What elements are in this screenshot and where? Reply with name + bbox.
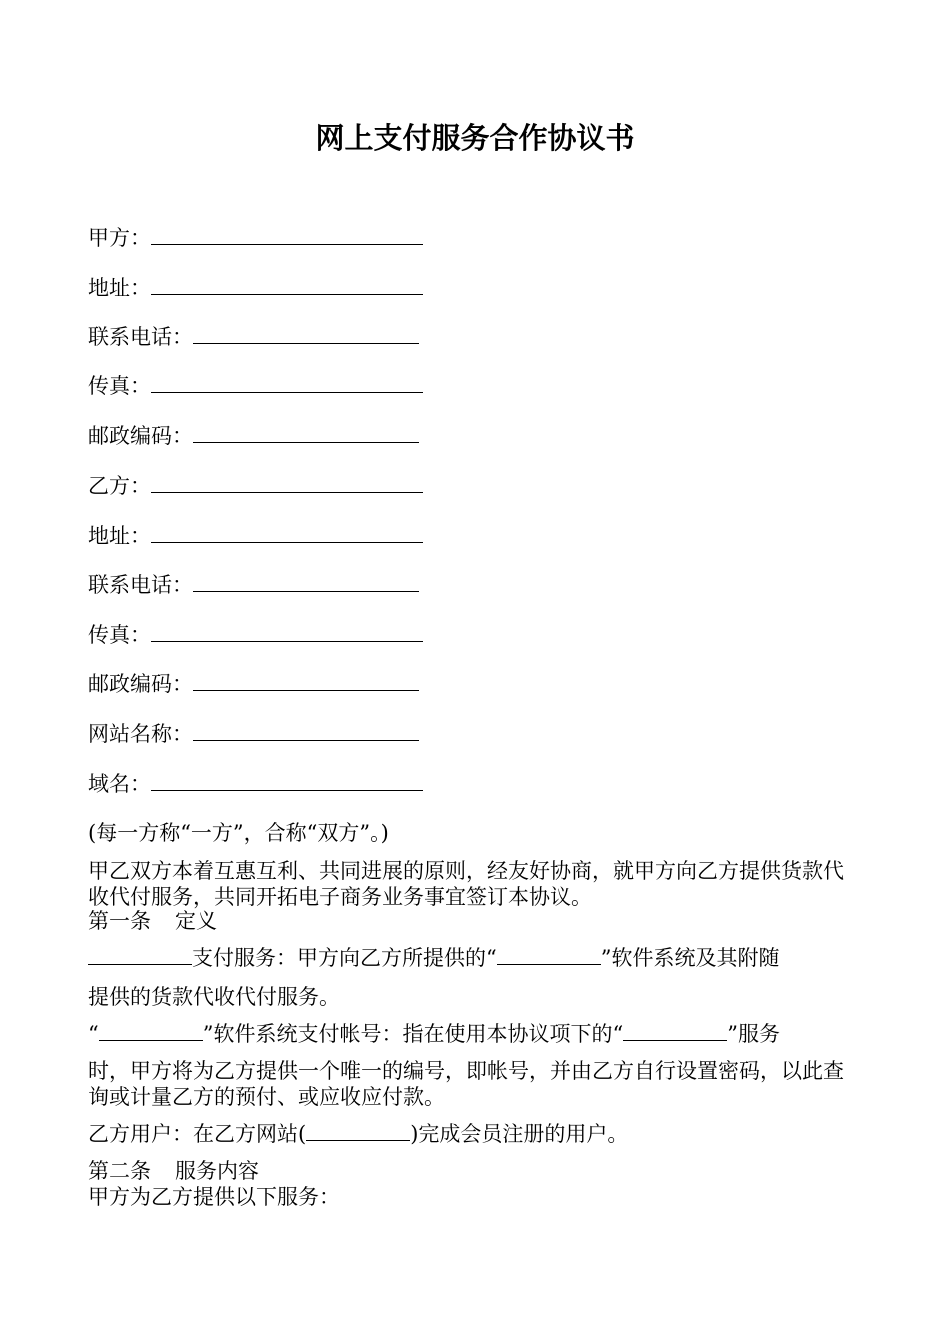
article-1-title: 定义 <box>175 909 217 933</box>
party-a-address-field <box>88 272 423 302</box>
party-a-name-label: 甲方： <box>88 226 151 250</box>
definition-3-text-a: 乙方用户：在乙方网站( <box>88 1122 307 1146</box>
article-1-number: 第一条 <box>88 909 151 933</box>
document-title: 网上支付服务合作协议书 <box>315 121 635 155</box>
intro-paragraph: 甲乙双方本着互惠互利、共同进展的原则，经友好协商，就甲方向乙方提供货款代收代付服务，共同开拓电子商务业务事宜签订本协议。 <box>88 859 844 909</box>
party-b-fax-label: 传真： <box>88 623 151 647</box>
party-b-name-label: 乙方： <box>88 474 151 498</box>
party-a-fax-field <box>88 370 423 400</box>
party-a-postcode-label: 邮政编码： <box>88 424 193 448</box>
article-2-line-1: 甲方为乙方提供以下服务： <box>88 1185 340 1209</box>
party-a-address-blank[interactable] <box>151 272 423 295</box>
article-2-title: 服务内容 <box>175 1159 259 1183</box>
article-1-heading <box>88 908 864 934</box>
party-b-domain-field <box>88 768 423 798</box>
party-b-address-field <box>88 520 423 550</box>
party-a-name-blank[interactable] <box>151 222 423 245</box>
party-b-site-name-blank[interactable] <box>193 718 419 741</box>
party-a-name-field <box>88 222 423 252</box>
definition-1-text-a: 支付服务：甲方向乙方所提供的“ <box>192 946 497 970</box>
party-b-postcode-blank[interactable] <box>193 668 419 691</box>
party-a-fax-blank[interactable] <box>151 370 423 393</box>
party-b-address-label: 地址： <box>88 524 151 548</box>
definition-payment-account-cont: 时，甲方将为乙方提供一个唯一的编号，即帐号，并由乙方自行设置密码，以此查询或计量乙方的预付、或应收应付款。 <box>88 1059 844 1109</box>
party-b-address-blank[interactable] <box>151 520 423 543</box>
party-a-phone-blank[interactable] <box>193 321 419 344</box>
definition-2-text-a: “ <box>88 1022 99 1046</box>
party-b-postcode-label: 邮政编码： <box>88 672 193 696</box>
party-a-postcode-blank[interactable] <box>193 420 419 443</box>
party-b-phone-label: 联系电话： <box>88 573 193 597</box>
definition-2-text-b: ”软件系统支付帐号：指在使用本协议项下的“ <box>202 1022 624 1046</box>
party-a-address-label: 地址： <box>88 276 151 300</box>
parties-note: (每一方称“一方”，合称“双方”。) <box>88 821 389 845</box>
article-2-heading <box>88 1158 864 1184</box>
party-b-name-field <box>88 470 423 500</box>
article-2-number: 第二条 <box>88 1159 151 1183</box>
definition-payment-service-cont: 提供的货款代收代付服务。 <box>88 985 340 1009</box>
definition-payment-service <box>88 944 864 971</box>
party-a-phone-field <box>88 321 419 351</box>
party-b-site-name-field <box>88 718 419 748</box>
party-b-name-blank[interactable] <box>151 470 423 493</box>
party-a-phone-label: 联系电话： <box>88 325 193 349</box>
definition-1-text-b: ”软件系统及其附随 <box>600 946 780 970</box>
party-b-fax-blank[interactable] <box>151 619 423 642</box>
agreement-service-name-blank[interactable] <box>623 1020 727 1041</box>
party-b-postcode-field <box>88 668 419 698</box>
payment-service-name-blank[interactable] <box>88 944 192 965</box>
definition-b-users <box>88 1120 864 1147</box>
party-b-site-name-label: 网站名称： <box>88 722 193 746</box>
party-b-fax-field <box>88 619 423 649</box>
party-b-website-blank[interactable] <box>306 1120 410 1141</box>
party-b-domain-blank[interactable] <box>151 768 423 791</box>
definition-payment-account <box>88 1020 864 1047</box>
party-b-domain-label: 域名： <box>88 772 151 796</box>
party-a-fax-label: 传真： <box>88 374 151 398</box>
party-b-phone-blank[interactable] <box>193 569 419 592</box>
definition-3-text-b: )完成会员注册的用户。 <box>410 1122 629 1146</box>
account-system-name-blank[interactable] <box>99 1020 203 1041</box>
party-a-postcode-field <box>88 420 419 450</box>
definition-2-text-c: ”服务 <box>727 1022 780 1046</box>
software-system-name-blank[interactable] <box>497 944 601 965</box>
party-b-phone-field <box>88 569 419 599</box>
